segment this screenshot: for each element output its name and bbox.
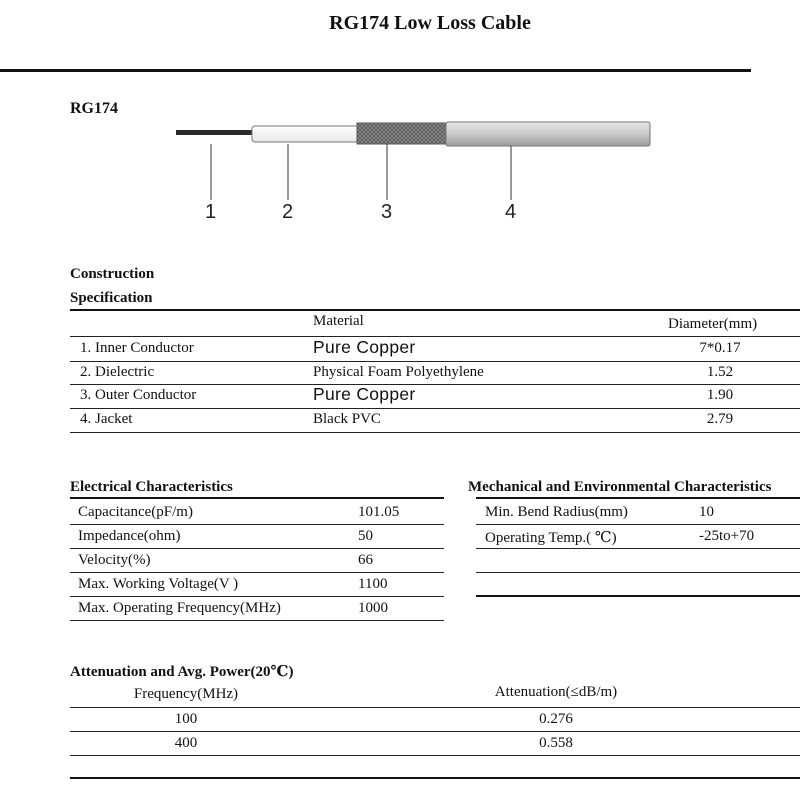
electrical-label: Max. Working Voltage(V ) (78, 576, 239, 592)
diagram-label-1: 1 (205, 201, 217, 223)
electrical-top-rule (70, 497, 444, 499)
frequency-value: 400 (174, 735, 198, 751)
cable-diagram (0, 110, 800, 230)
electrical-value: 50 (358, 528, 373, 544)
row-rule (70, 384, 800, 385)
electrical-label: Max. Operating Frequency(MHz) (78, 600, 281, 616)
construction-header-rule (70, 336, 800, 337)
attenuation-heading: Attenuation and Avg. Power(20℃) (70, 664, 294, 680)
row-rule (70, 731, 800, 732)
title-rule (0, 69, 751, 72)
mechanical-heading: Mechanical and Environmental Characteristics (468, 479, 772, 495)
col-material: Material (313, 313, 364, 329)
electrical-value: 101.05 (358, 504, 400, 520)
row-rule (476, 524, 800, 525)
col-frequency: Frequency(MHz) (133, 686, 239, 702)
construction-top-rule (70, 309, 800, 311)
component-name: 1. Inner Conductor (80, 340, 194, 356)
electrical-label: Impedance(ohm) (78, 528, 181, 544)
col-attenuation: Attenuation(≤dB/m) (494, 684, 618, 700)
mechanical-value: 10 (699, 504, 714, 520)
attenuation-bottom-rule (70, 777, 800, 779)
electrical-value: 1000 (358, 600, 388, 616)
component-material: Pure Copper (313, 384, 416, 404)
mechanical-top-rule (476, 497, 800, 499)
component-diameter: 7*0.17 (699, 340, 741, 356)
frequency-value: 100 (174, 711, 198, 727)
row-rule (70, 408, 800, 409)
row-rule (70, 548, 444, 549)
row-rule (70, 755, 800, 756)
diagram-label-3: 3 (381, 201, 393, 223)
model-label: RG174 (70, 100, 118, 117)
construction-bottom-rule (70, 432, 800, 433)
outer-conductor-braid (357, 123, 449, 144)
component-diameter: 1.90 (706, 387, 734, 403)
component-material: Pure Copper (313, 337, 416, 357)
page-title: RG174 Low Loss Cable (329, 12, 531, 34)
col-diameter: Diameter(mm) (668, 316, 758, 332)
electrical-bottom-rule (70, 620, 444, 621)
component-material: Black PVC (313, 411, 381, 427)
mechanical-bottom-rule (476, 595, 800, 597)
jacket (446, 122, 650, 146)
electrical-label: Velocity(%) (78, 552, 151, 568)
construction-heading: Construction (70, 266, 155, 282)
component-name: 3. Outer Conductor (80, 387, 197, 403)
row-rule (476, 572, 800, 573)
attenuation-value: 0.276 (539, 711, 573, 727)
row-rule (476, 548, 800, 549)
diagram-label-2: 2 (282, 201, 294, 223)
mechanical-value: -25to+70 (699, 528, 755, 544)
mechanical-label: Min. Bend Radius(mm) (485, 504, 628, 520)
row-rule (70, 361, 800, 362)
row-rule (70, 524, 444, 525)
dielectric (252, 126, 362, 142)
component-name: 4. Jacket (80, 411, 133, 427)
electrical-value: 66 (358, 552, 373, 568)
electrical-value: 1100 (358, 576, 388, 592)
component-material: Physical Foam Polyethylene (313, 364, 484, 380)
mechanical-label: Operating Temp.( ℃) (485, 530, 617, 546)
diagram-label-4: 4 (505, 201, 517, 223)
component-diameter: 1.52 (706, 364, 734, 380)
row-rule (70, 572, 444, 573)
component-name: 2. Dielectric (80, 364, 155, 380)
component-diameter: 2.79 (706, 411, 734, 427)
electrical-label: Capacitance(pF/m) (78, 504, 193, 520)
attenuation-value: 0.558 (539, 735, 573, 751)
inner-conductor (176, 130, 254, 135)
specification-heading: Specification (70, 290, 153, 306)
attenuation-header-rule (70, 707, 800, 708)
row-rule (70, 596, 444, 597)
electrical-heading: Electrical Characteristics (70, 479, 233, 495)
